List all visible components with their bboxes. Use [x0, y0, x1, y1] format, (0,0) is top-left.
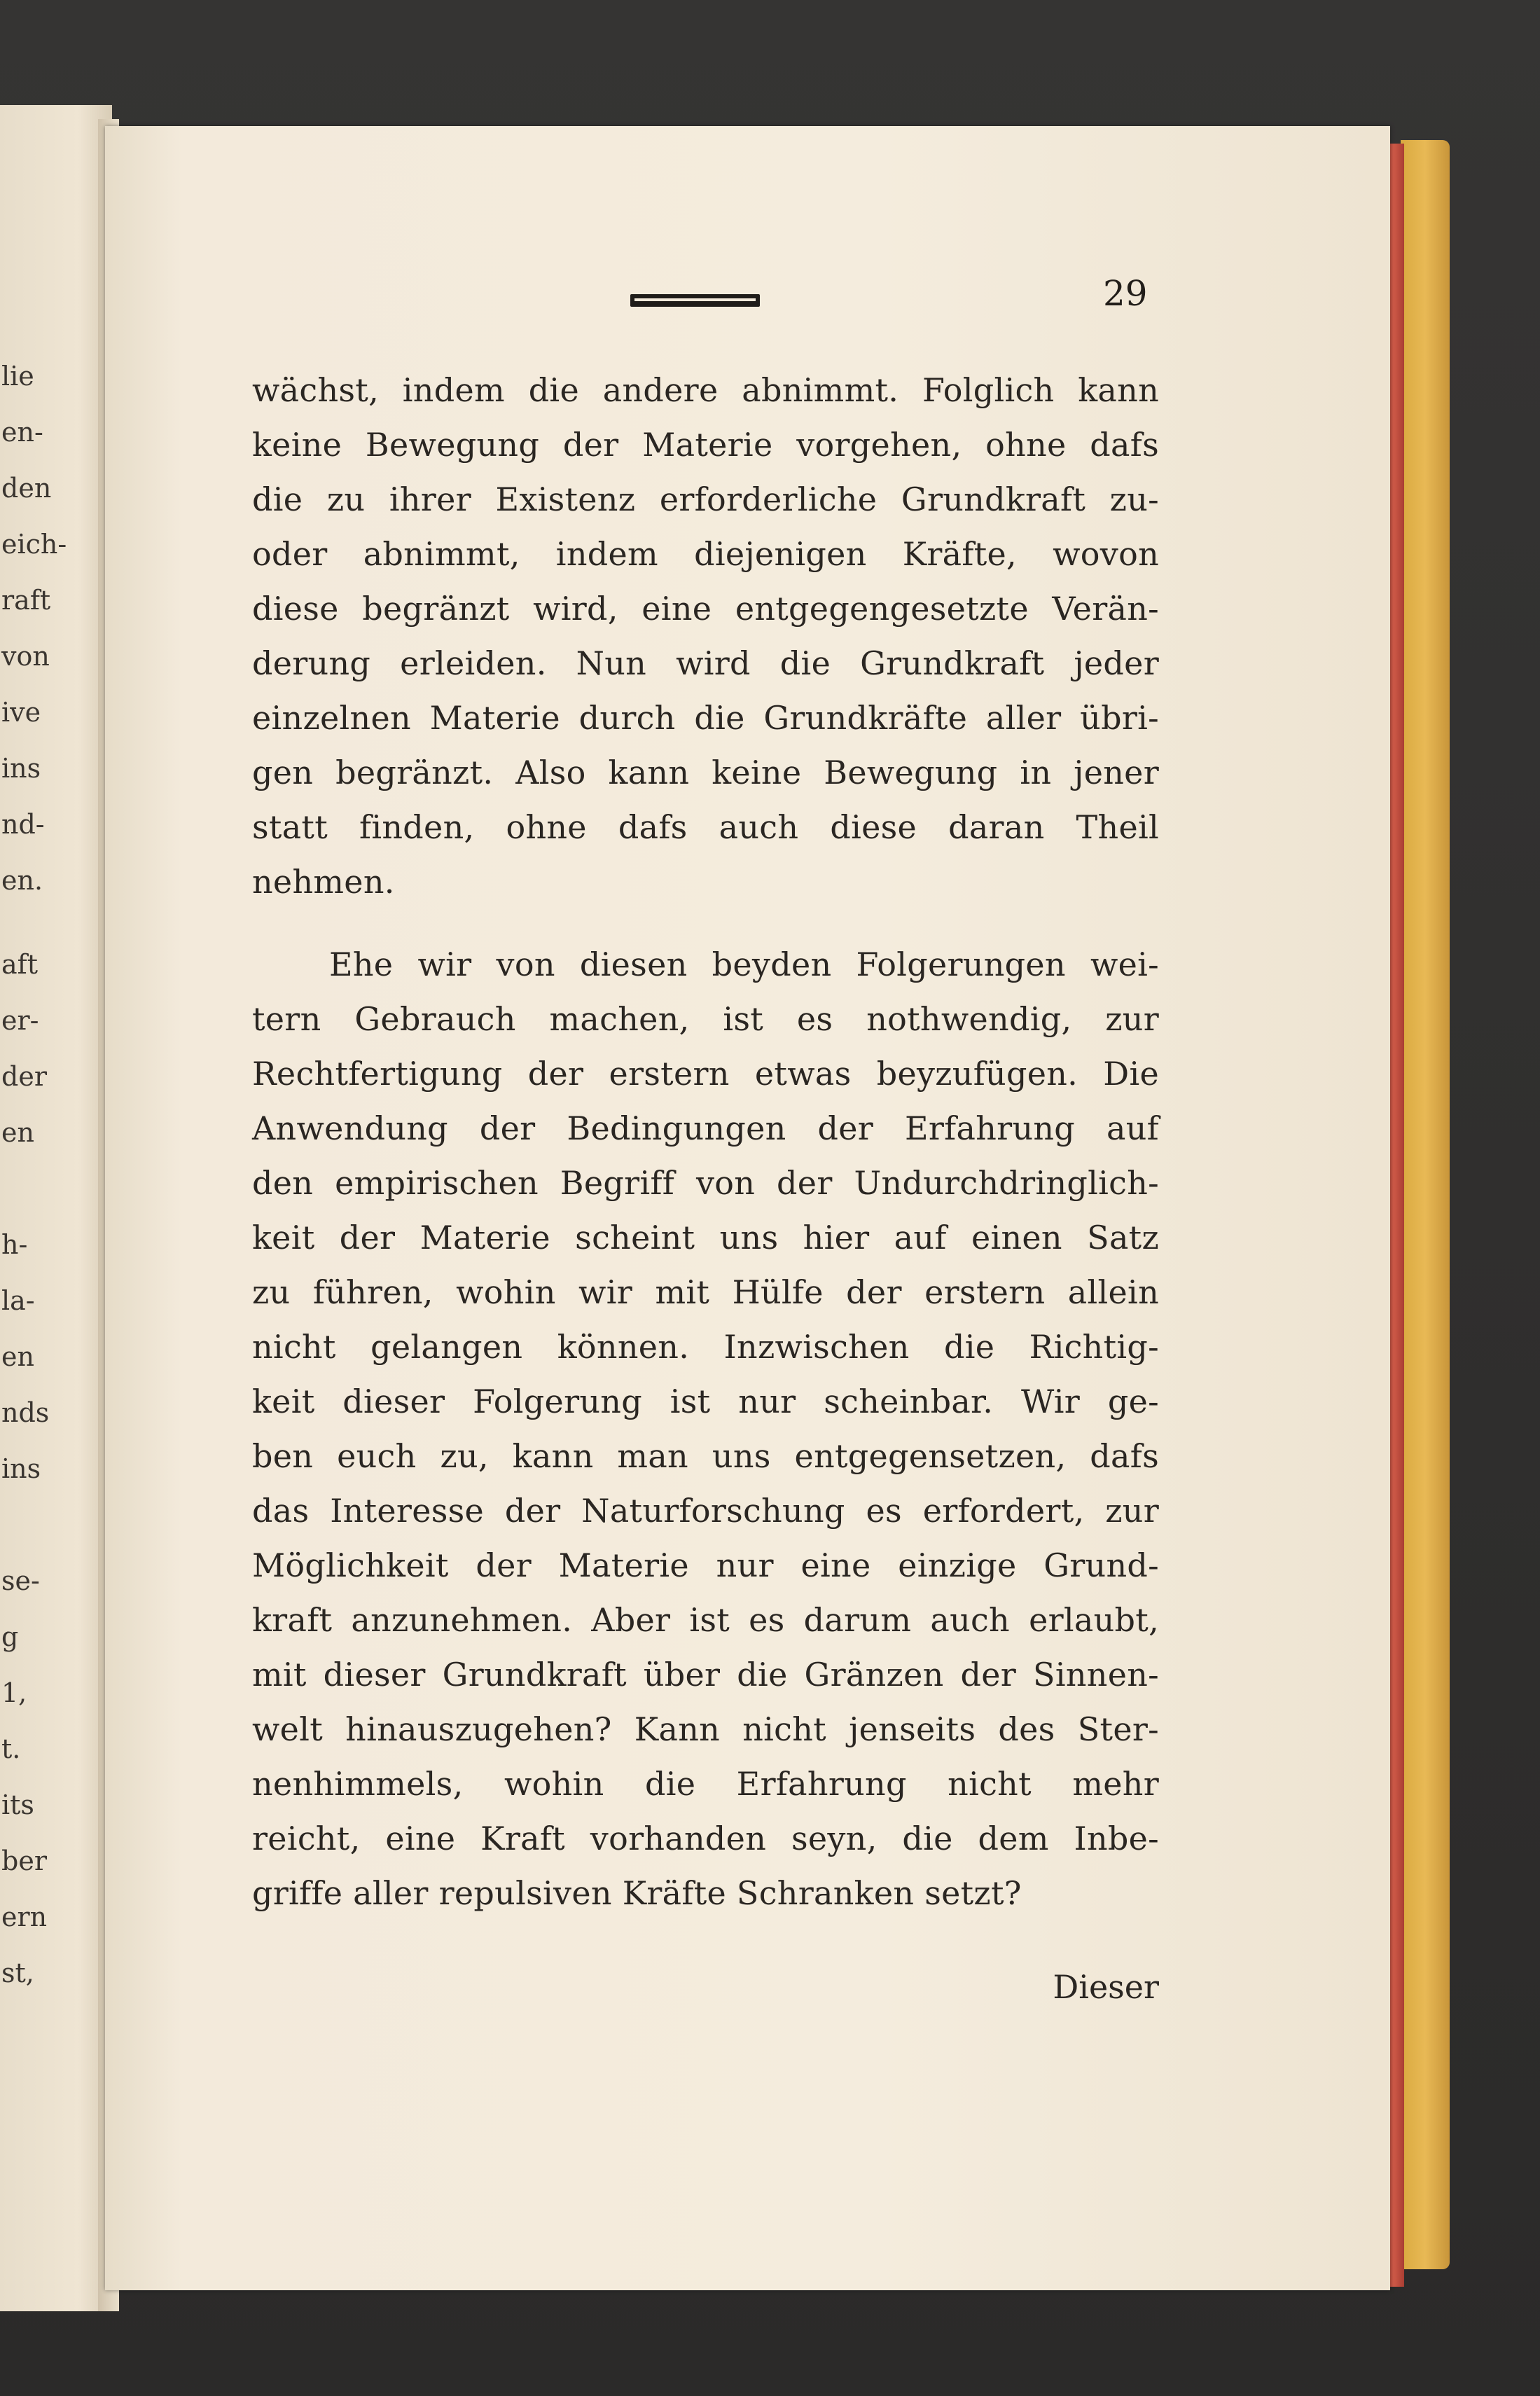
previous-page-fragment: ins — [1, 753, 41, 784]
text-line: keit dieser Folgerung ist nur scheinbar. Wir ge- — [252, 1383, 1159, 1420]
previous-page-fragment: t. — [1, 1733, 21, 1764]
previous-page-fragment: raft — [1, 585, 51, 616]
header-ornament — [630, 294, 760, 307]
text-line: mit dieser Grundkraft über die Gränzen der Sinnen- — [252, 1656, 1159, 1694]
text-line: statt finden, ohne dafs auch diese daran Theil — [252, 808, 1159, 846]
previous-page-fragment: 1, — [1, 1677, 27, 1708]
text-line: derung erleiden. Nun wird die Grundkraft jeder — [252, 644, 1159, 682]
text-line: gen begränzt. Also kann keine Bewegung in jener — [252, 754, 1159, 791]
text-line: diese begränzt wird, eine entgegengesetzte Verän- — [252, 590, 1159, 628]
previous-page-fragment: den — [1, 473, 52, 504]
text-line: oder abnimmt, indem diejenigen Kräfte, wovon — [252, 535, 1159, 573]
text-line: welt hinauszugehen? Kann nicht jenseits des Ster- — [252, 1710, 1159, 1748]
previous-page-fragment: nd- — [1, 809, 45, 840]
page-number: 29 — [1103, 273, 1148, 314]
text-line: nicht gelangen können. Inzwischen die Richtig- — [252, 1328, 1159, 1366]
previous-page-fragment: aft — [1, 949, 38, 980]
text-line: den empirischen Begriff von der Undurchdringlich- — [252, 1164, 1159, 1202]
text-line: ben euch zu, kann man uns entgegensetzen, dafs — [252, 1437, 1159, 1475]
previous-page-edge — [0, 105, 112, 2311]
previous-page-fragment: von — [1, 641, 50, 672]
text-line: nehmen. — [252, 863, 395, 901]
previous-page-fragment: ive — [1, 697, 41, 728]
text-line: griffe aller repulsiven Kräfte Schranken setzt? — [252, 1874, 1022, 1912]
text-line: tern Gebrauch machen, ist es nothwendig, zur — [252, 1000, 1159, 1038]
previous-page-fragment: la- — [1, 1285, 35, 1316]
previous-page-fragment: en. — [1, 865, 43, 896]
previous-page-fragment: en — [1, 1117, 34, 1148]
previous-page-fragment: ern — [1, 1902, 48, 1932]
previous-page-fragment: der — [1, 1061, 47, 1092]
previous-page-fragment: lie — [1, 361, 34, 392]
previous-page-fragment: en — [1, 1341, 34, 1372]
previous-page-fragment: g — [1, 1621, 19, 1652]
text-line: kraft anzunehmen. Aber ist es darum auch erlaubt, — [252, 1601, 1159, 1639]
catchword: Dieser — [1053, 1968, 1159, 2006]
previous-page-fragment: en- — [1, 417, 43, 448]
previous-page-fragment: its — [1, 1789, 34, 1820]
text-line: keit der Materie scheint uns hier auf einen Satz — [252, 1219, 1159, 1256]
previous-page-fragment: ber — [1, 1846, 47, 1876]
text-line: das Interesse der Naturforschung es erfordert, zur — [252, 1492, 1159, 1530]
text-line: Möglichkeit der Materie nur eine einzige Grund- — [252, 1546, 1159, 1584]
previous-page-fragment: eich- — [1, 529, 67, 560]
previous-page-fragment: er- — [1, 1005, 39, 1036]
previous-page-fragment: h- — [1, 1229, 28, 1260]
text-line: die zu ihrer Existenz erforderliche Grundkraft zu- — [252, 480, 1159, 518]
book-cover-edge — [1401, 140, 1450, 2269]
text-line: nenhimmels, wohin die Erfahrung nicht mehr — [252, 1765, 1159, 1803]
text-line: zu führen, wohin wir mit Hülfe der erstern allein — [252, 1273, 1159, 1311]
text-line: reicht, eine Kraft vorhanden seyn, die dem Inbe- — [252, 1820, 1159, 1857]
text-line: einzelnen Materie durch die Grundkräfte aller übri- — [252, 699, 1159, 737]
text-line: keine Bewegung der Materie vorgehen, ohne dafs — [252, 426, 1159, 464]
previous-page-fragment: st, — [1, 1958, 34, 1988]
text-line: Anwendung der Bedingungen der Erfahrung auf — [252, 1109, 1159, 1147]
previous-page-fragment: nds — [1, 1397, 50, 1428]
text-line: Ehe wir von diesen beyden Folgerungen wei- — [329, 946, 1159, 983]
text-line: wächst, indem die andere abnimmt. Folglich kann — [252, 371, 1159, 409]
previous-page-fragment: se- — [1, 1565, 40, 1596]
text-line: Rechtfertigung der erstern etwas beyzufügen. Die — [252, 1055, 1159, 1093]
previous-page-fragment: ins — [1, 1453, 41, 1484]
